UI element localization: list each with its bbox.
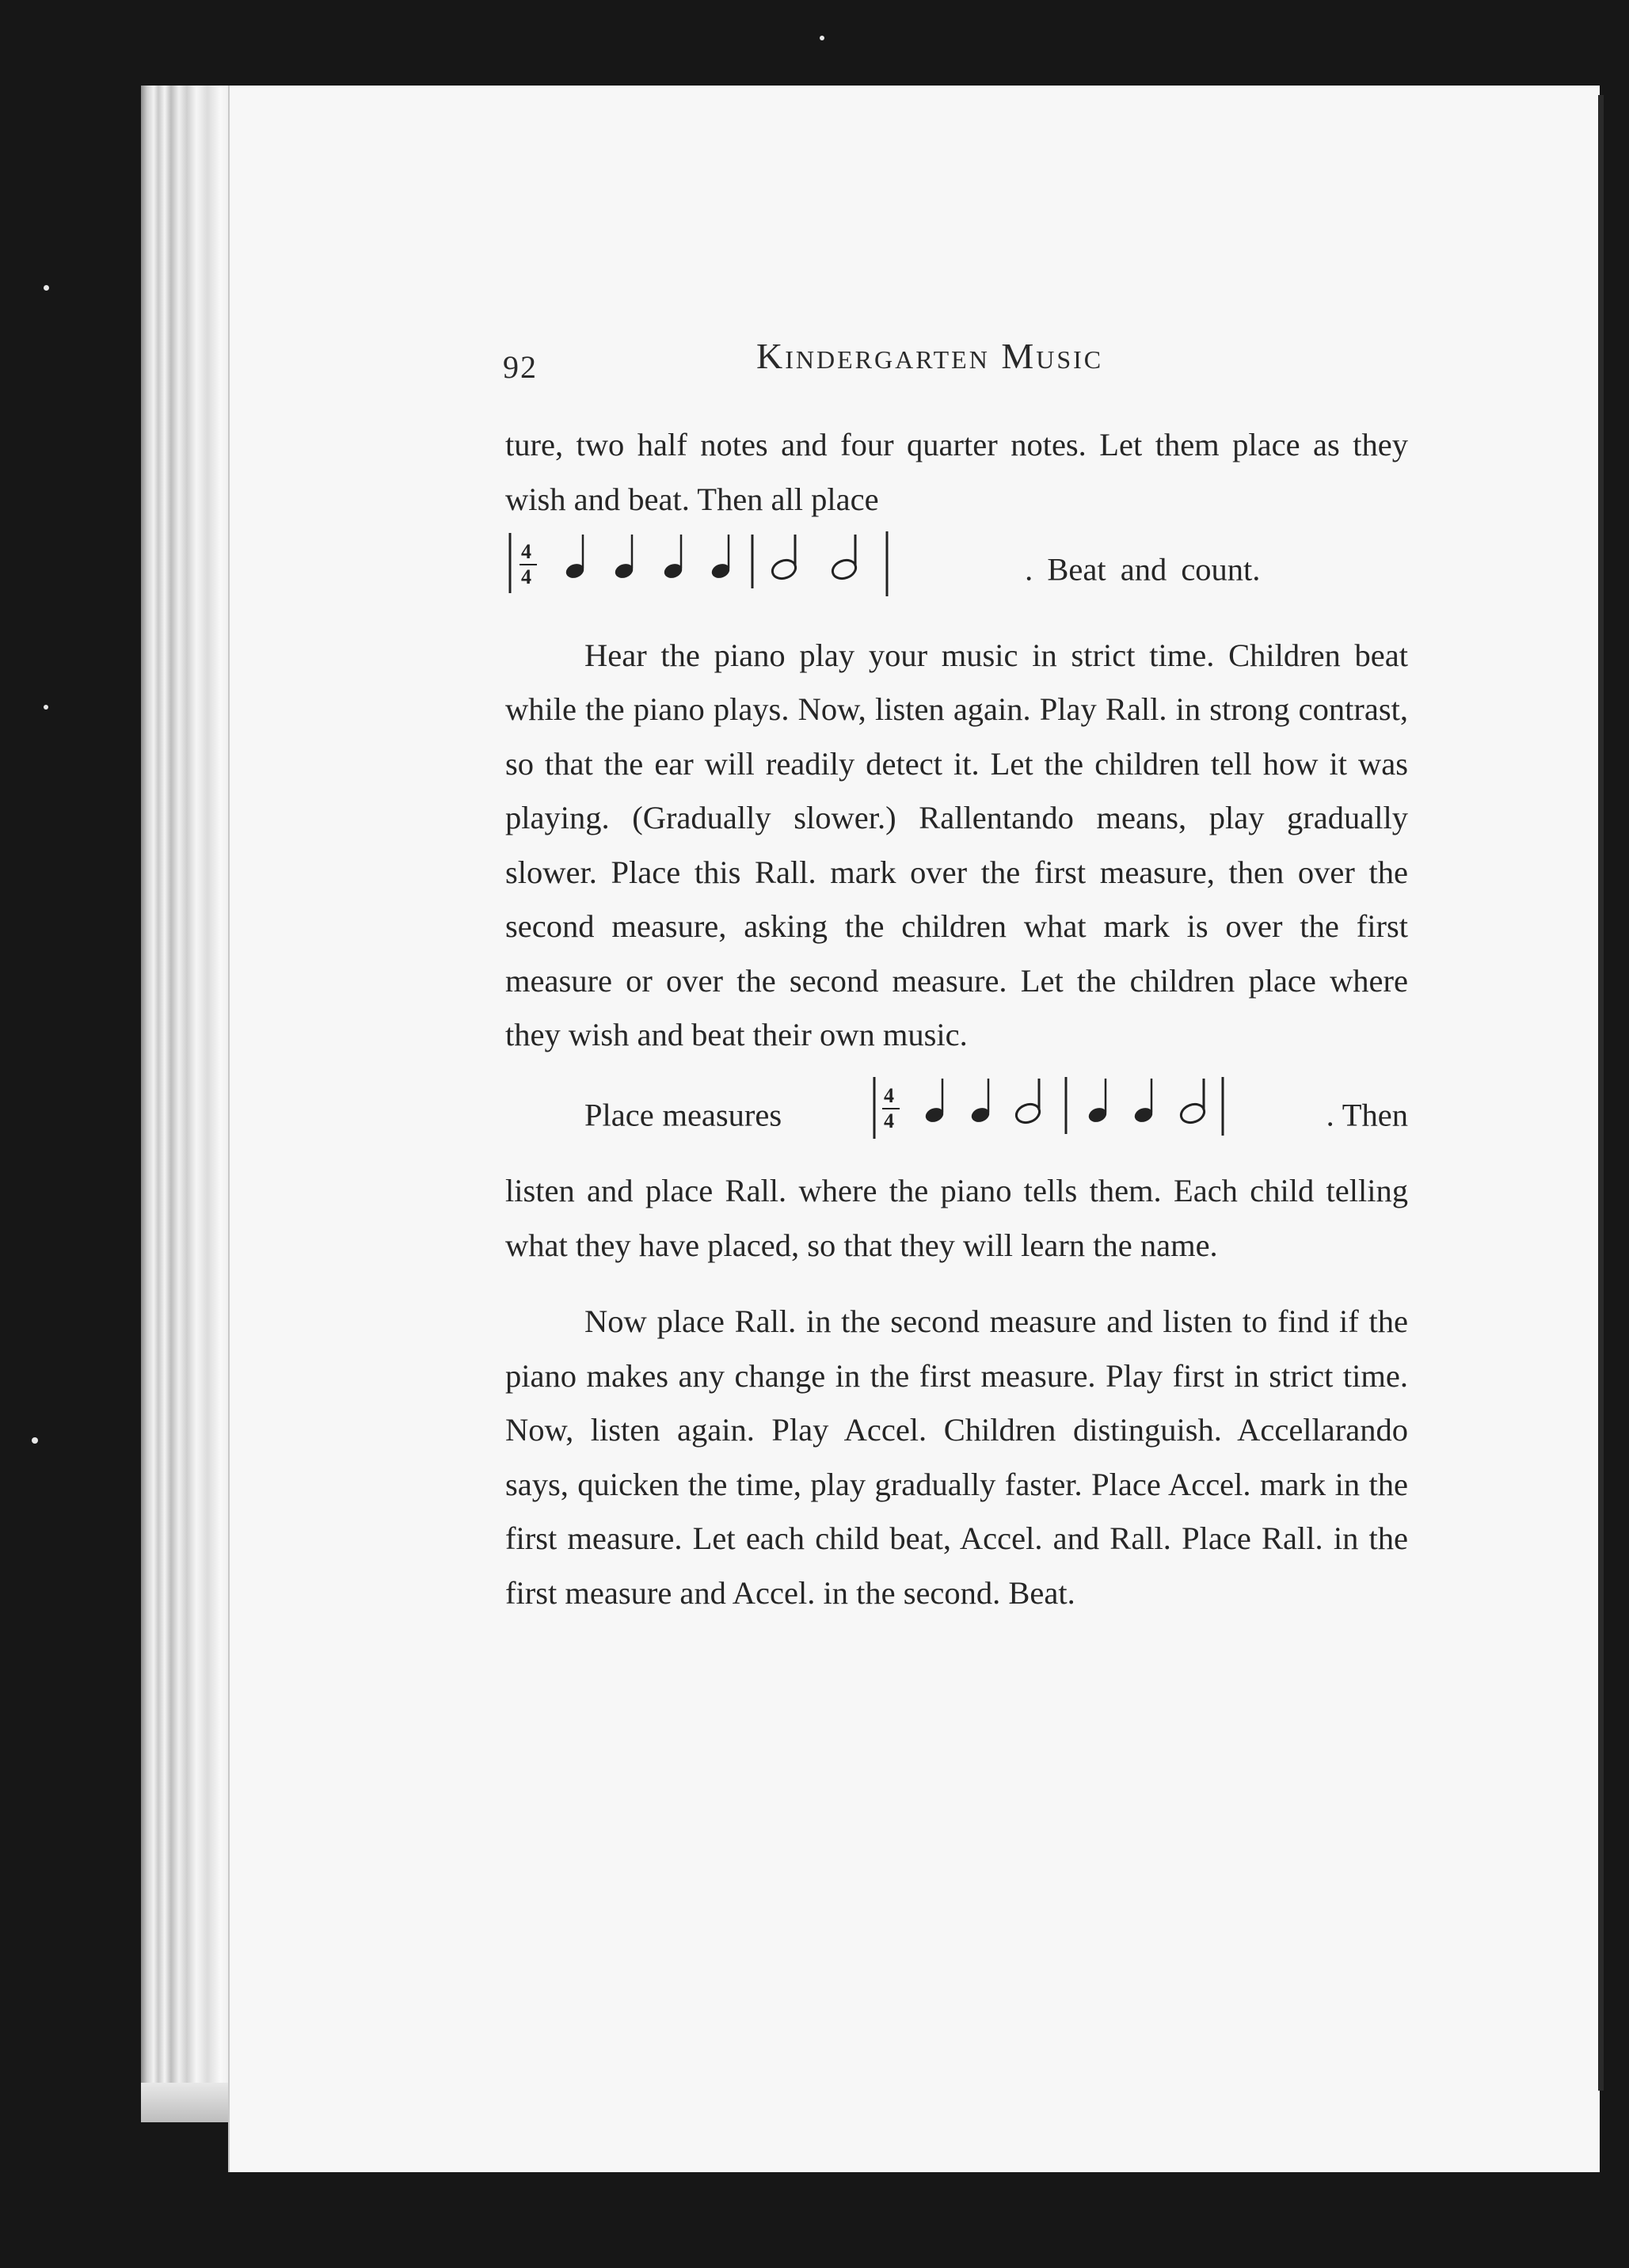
notation-svg <box>505 523 1012 599</box>
paragraph-4 <box>505 1295 1408 1620</box>
dust-speck <box>44 705 48 710</box>
paragraph-3 <box>505 1072 1408 1273</box>
half-notes <box>1014 1079 1042 1125</box>
paragraph-1 <box>505 418 1408 619</box>
dust-speck <box>32 1437 38 1444</box>
paragraph-1-text: ture, two half notes and four quarter notes. Let them place as they wish and beat. Then all place <box>505 427 1408 517</box>
paragraph-2-text: Hear the piano play your music in strict time. Children beat while the piano plays. Now, listen again. Play Rall. in strong contrast, so that the ear will readily detect it. Let the children tell how it was playing. (Gradually slower.) Rallentando means, play gradually slower. Place this Rall. mark over the first measure, then over the second measure, asking the children what mark is over the first measure or over the second measure. Let the children place where they wish and beat their own music. <box>505 637 1408 1052</box>
music-notation-example-1 <box>505 523 1012 616</box>
page-number: 92 <box>503 349 538 385</box>
quarter-notes <box>1087 1079 1154 1124</box>
dust-speck <box>44 285 49 291</box>
dust-speck <box>820 36 824 40</box>
paragraph-3-before-notation: Place measures <box>584 1097 782 1133</box>
page-stack-bottom <box>141 2083 236 2122</box>
time-signature-top: 4 <box>521 540 531 563</box>
paragraph-1-after-notation: . Beat and count. <box>1025 551 1261 588</box>
quarter-notes <box>565 535 731 580</box>
time-signature-bottom: 4 <box>883 1109 894 1132</box>
quarter-notes <box>924 1079 991 1124</box>
time-signature-top: 4 <box>883 1083 894 1107</box>
paragraph-2 <box>505 629 1408 1063</box>
facing-page-edge <box>1598 95 1604 2091</box>
music-notation-example-2 <box>790 1069 1313 1162</box>
half-notes <box>1178 1079 1207 1125</box>
running-head: Kindergarten Music <box>756 336 1104 376</box>
body-text <box>505 418 1408 1620</box>
paragraph-4-text: Now place Rall. in the second measure and listen to find if the piano makes any change in the first measure. Play first in strict time. Now, listen again. Play Accel. Children distinguish. Accellarando says, quicken the time, play gradually faster. Place Accel. mark in the first measure. Let each child beat, Accel. and Rall. Place Rall. in the first measure and Accel. in the second. Beat. <box>505 1303 1408 1611</box>
paragraph-3-after-notation: . Then listen and place Rall. where the piano tells them. Each child telling what they have placed, so that they will learn the name. <box>505 1097 1408 1263</box>
page-stack-edges <box>141 86 236 2113</box>
half-notes <box>770 535 858 581</box>
time-signature-bottom: 4 <box>521 565 531 588</box>
notation-svg <box>870 1069 1313 1144</box>
